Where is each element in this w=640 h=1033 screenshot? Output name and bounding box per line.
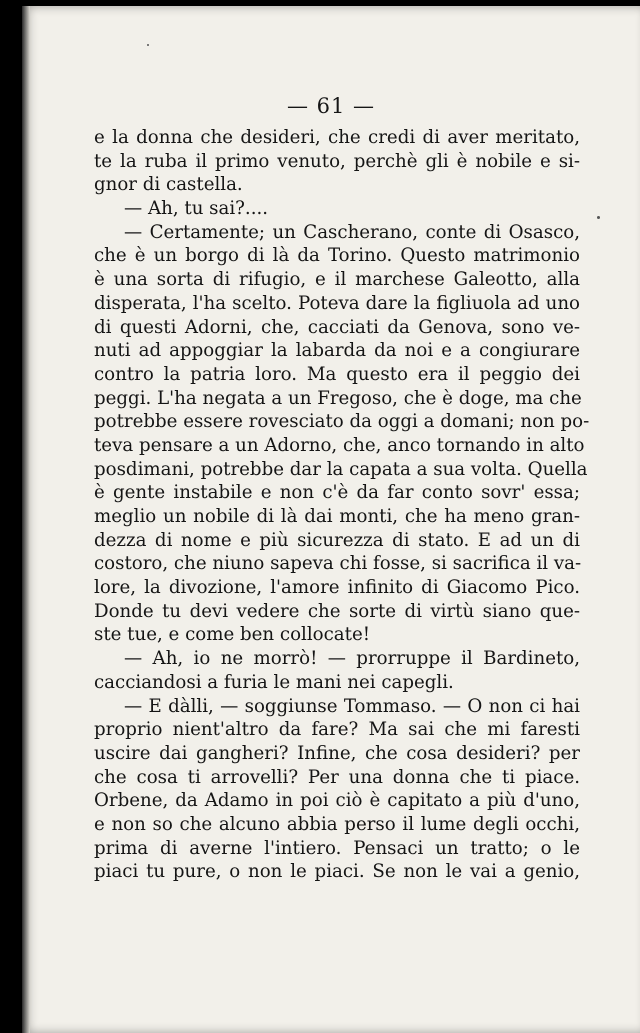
text-line: e la donna che desideri, che credi di aver meritato,	[94, 127, 580, 148]
text-line: uscire dai gangheri? Infine, che cosa desideri? per	[94, 742, 580, 764]
text-line: disperata, l'ha scelto. Poteva dare la figliuola ad uno	[94, 292, 580, 314]
text-line: e non so che alcuno abbia perso il lume degli occhi,	[94, 813, 580, 835]
text-line: nuti ad appoggiar la labarda da noi e a congiurare	[94, 340, 580, 362]
paper-speck	[147, 44, 149, 46]
book-page	[22, 6, 640, 1033]
text-line: meglio un nobile di là dai monti, che ha meno gran-	[94, 506, 580, 527]
text-line: di questi Adorni, che, cacciati da Genova, sono ve-	[94, 316, 580, 338]
text-line: te la ruba il primo venuto, perchè gli è nobile e si-	[94, 150, 580, 172]
text-line: Donde tu devi vedere che sorte di virtù siano que-	[94, 600, 580, 622]
text-line: contro la patria loro. Ma questo era il peggio dei	[94, 363, 580, 385]
text-line: è una sorta di rifugio, e il marchese Galeotto, alla	[94, 269, 580, 291]
page-number: — 61 —	[286, 94, 376, 118]
text-line: proprio nient'altro da fare? Ma sai che mi faresti	[94, 719, 580, 741]
text-line: teva pensare a un Adorno, che, anco tornando in alto	[94, 434, 585, 456]
text-line: — Certamente; un Cascherano, conte di Osasco,	[124, 221, 580, 243]
text-line: ste tue, e come ben collocate!	[94, 624, 371, 646]
text-line: cacciandosi a furia le mani nei capegli.	[94, 671, 454, 693]
text-line: lore, la divozione, l'amore infinito di Giacomo Pico.	[94, 577, 580, 599]
text-line: è gente instabile e non c'è da far conto sovr' essa;	[94, 482, 580, 504]
text-line: che è un borgo di là da Torino. Questo matrimonio	[94, 245, 580, 267]
text-line: che cosa ti arrovelli? Per una donna che ti piace.	[94, 766, 580, 788]
text-line: peggi. L'ha negata a un Fregoso, che è doge, ma che	[94, 387, 582, 409]
text-line: prima di averne l'intiero. Pensaci un tratto; o le	[94, 837, 580, 859]
text-line: potrebbe essere rovesciato da oggi a domani; non po-	[94, 411, 590, 433]
text-line: gnor di castella.	[94, 174, 243, 196]
body-text	[94, 126, 590, 884]
text-line: — Ah, io ne morrò! — prorruppe il Bardineto,	[124, 648, 580, 670]
text-line: — E dàlli, — soggiunse Tommaso. — O non ci hai	[124, 695, 580, 717]
text-line: — Ah, tu sai?....	[124, 198, 269, 220]
text-line: posdimani, potrebbe dar la capata a sua volta. Quella	[94, 458, 588, 480]
text-line: Orbene, da Adamo in poi ciò è capitato a più d'uno,	[94, 790, 580, 812]
text-line: dezza di nome e più sicurezza di stato. E ad un di	[94, 529, 580, 551]
page-gutter	[22, 6, 30, 1033]
text-line: piaci tu pure, o non le piaci. Se non le vai a genio,	[94, 861, 580, 883]
paper-speck	[597, 216, 600, 219]
text-line: costoro, che niuno sapeva chi fosse, si sacrifica il va-	[94, 553, 582, 575]
